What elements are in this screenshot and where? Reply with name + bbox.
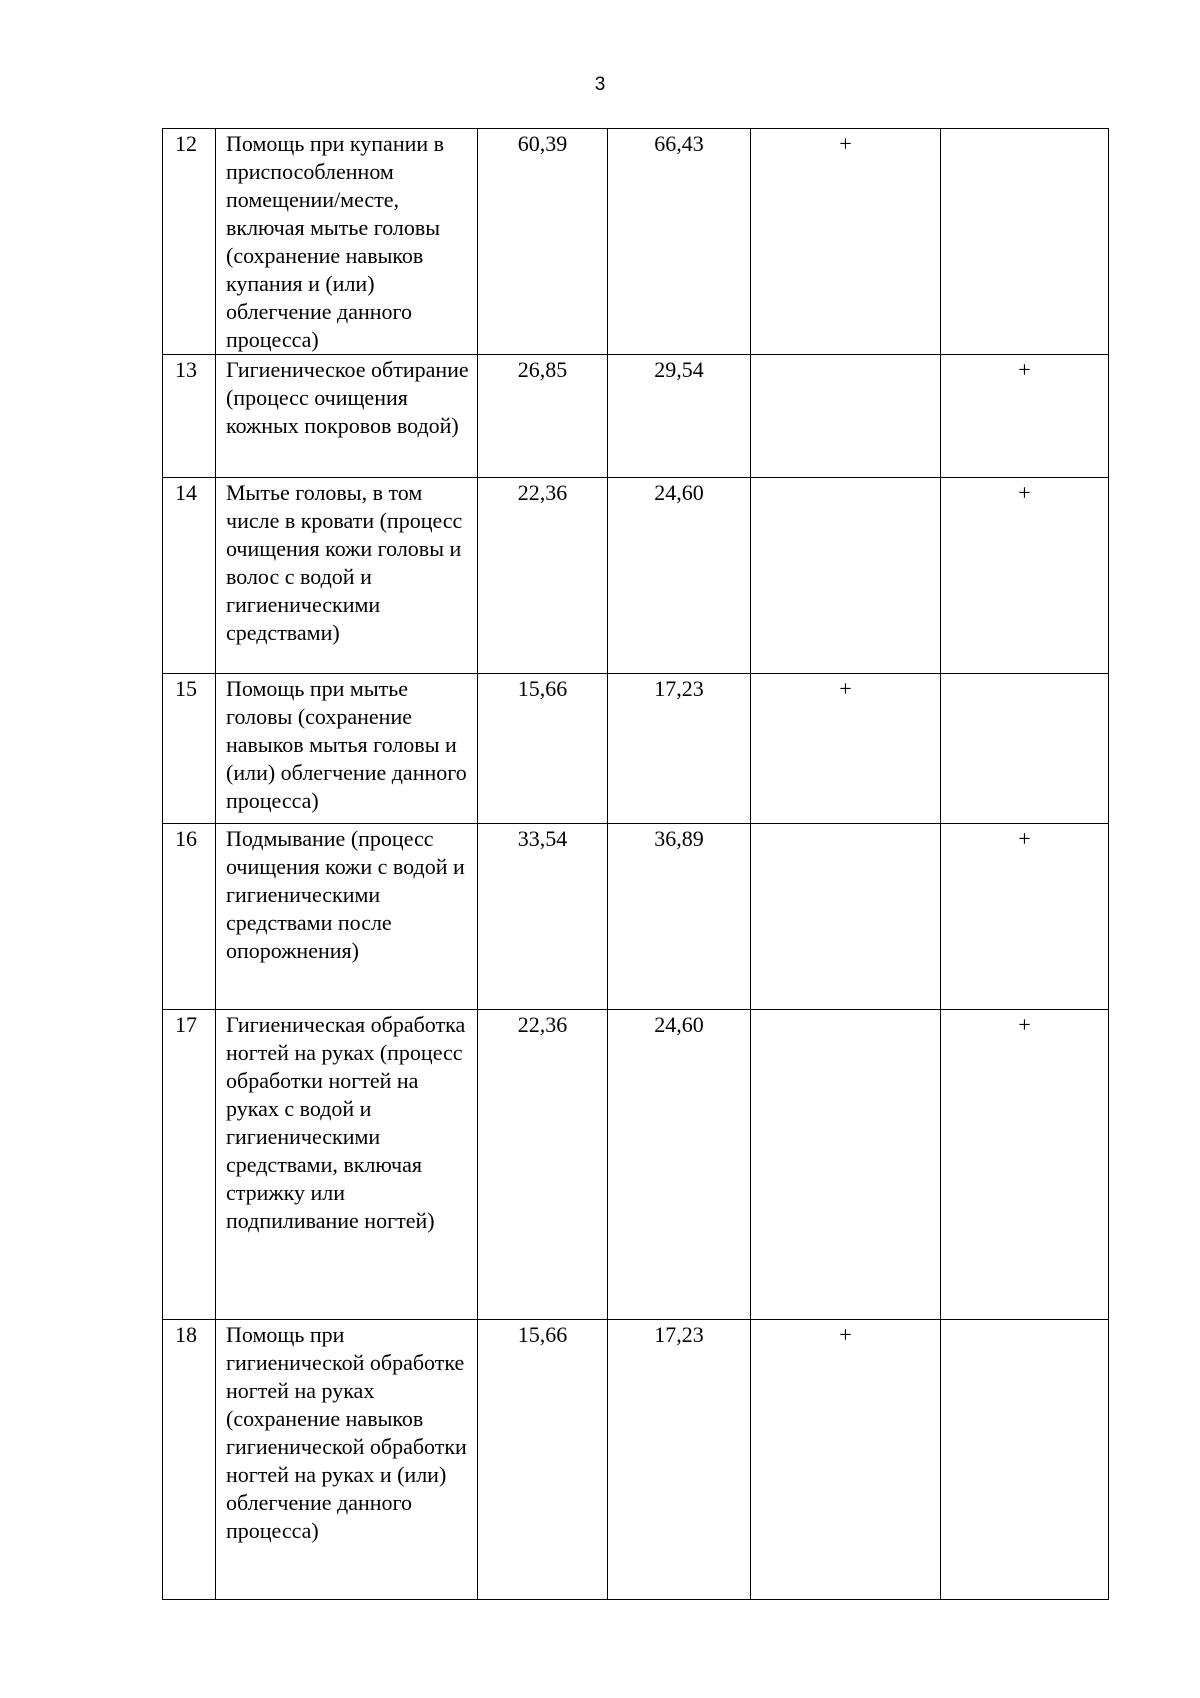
mark-column-2 (941, 129, 1109, 355)
value-2: 17,23 (608, 674, 751, 824)
service-description: Мытье головы, в том числе в кровати (процесс очищения кожи головы и волос с водой и гигиеническими средствами) (216, 478, 478, 674)
value-2: 66,43 (608, 129, 751, 355)
mark-column-1 (751, 1010, 941, 1320)
service-description: Гигиеническая обработка ногтей на руках (процесс обработки ногтей на руках с водой и гигиеническими средствами, включая стрижку или подпиливание ногтей) (216, 1010, 478, 1320)
row-number: 17 (163, 1010, 216, 1320)
mark-column-2: + (941, 355, 1109, 478)
service-description: Помощь при купании в приспособленном помещении/месте, включая мытье головы (сохранение навыков купания и (или) облегчение данного процесса) (216, 129, 478, 355)
table-row (163, 1320, 1109, 1600)
value-1: 22,36 (478, 1010, 608, 1320)
mark-column-1: + (751, 674, 941, 824)
value-1: 33,54 (478, 824, 608, 1010)
value-1: 22,36 (478, 478, 608, 674)
mark-column-2: + (941, 824, 1109, 1010)
value-1: 15,66 (478, 674, 608, 824)
table-row (163, 824, 1109, 1010)
value-1: 15,66 (478, 1320, 608, 1600)
value-2: 24,60 (608, 1010, 751, 1320)
row-number: 15 (163, 674, 216, 824)
value-2: 29,54 (608, 355, 751, 478)
value-1: 26,85 (478, 355, 608, 478)
service-description: Подмывание (процесс очищения кожи с водой и гигиеническими средствами после опорожнения) (216, 824, 478, 1010)
row-number: 16 (163, 824, 216, 1010)
table-row (163, 355, 1109, 478)
row-number: 12 (163, 129, 216, 355)
value-2: 36,89 (608, 824, 751, 1010)
page-number: 3 (594, 74, 606, 95)
table-row (163, 674, 1109, 824)
table-row (163, 1010, 1109, 1320)
mark-column-1: + (751, 129, 941, 355)
mark-column-1 (751, 355, 941, 478)
mark-column-2 (941, 674, 1109, 824)
value-2: 17,23 (608, 1320, 751, 1600)
mark-column-1: + (751, 1320, 941, 1600)
table-row (163, 478, 1109, 674)
row-number: 18 (163, 1320, 216, 1600)
service-description: Гигиеническое обтирание (процесс очищения кожных покровов водой) (216, 355, 478, 478)
value-1: 60,39 (478, 129, 608, 355)
service-description: Помощь при гигиенической обработке ногтей на руках (сохранение навыков гигиенической обработки ногтей на руках и (или) облегчение данного процесса) (216, 1320, 478, 1600)
mark-column-1 (751, 824, 941, 1010)
mark-column-2 (941, 1320, 1109, 1600)
mark-column-1 (751, 478, 941, 674)
mark-column-2: + (941, 1010, 1109, 1320)
service-description: Помощь при мытье головы (сохранение навыков мытья головы и (или) облегчение данного процесса) (216, 674, 478, 824)
row-number: 13 (163, 355, 216, 478)
row-number: 14 (163, 478, 216, 674)
services-table (162, 128, 1109, 1600)
value-2: 24,60 (608, 478, 751, 674)
mark-column-2: + (941, 478, 1109, 674)
table-row (163, 129, 1109, 355)
